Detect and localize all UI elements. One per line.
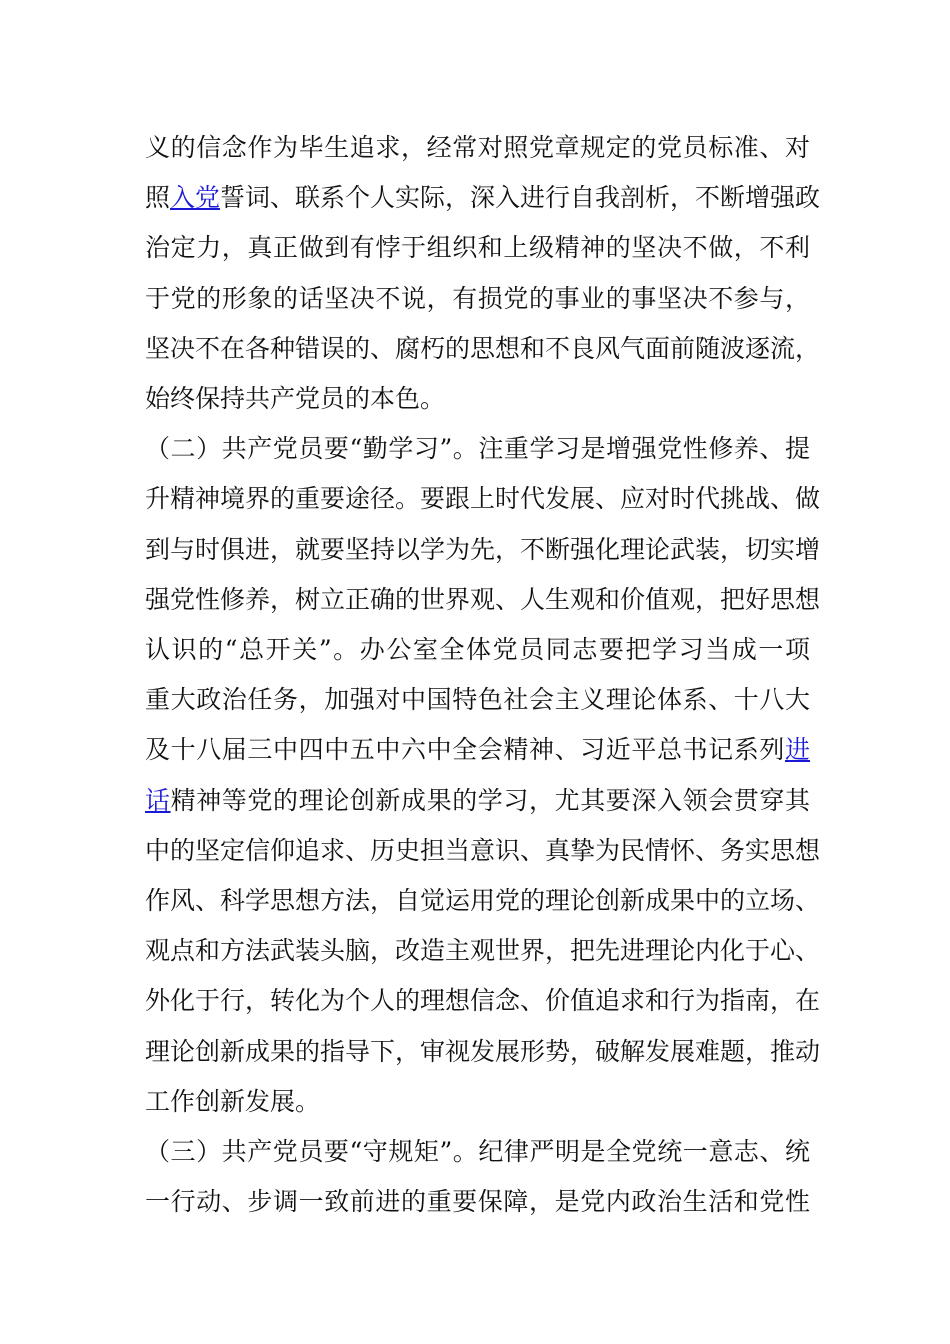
text-line: 工作创新发展。 xyxy=(145,1086,321,1116)
text-line: 外化于行，转化为个人的理想信念、价值追求和行为指南，在 xyxy=(145,986,821,1016)
text-line: 义的信念作为毕生追求，经常对照党章规定的党员标准、对 xyxy=(145,133,810,162)
text-line: 一行动、步调一致前进的重要保障，是党内政治生活和党性 xyxy=(145,1187,810,1217)
text-line: 始终保持共产党员的本色。 xyxy=(145,384,446,413)
text-line: 作风、科学思想方法，自觉运用党的理论创新成果中的立场、 xyxy=(145,886,821,915)
text-segment: 照 xyxy=(145,183,171,213)
text-segment: 精神等党的理论创新成果的学习，尤其要深入领会贯穿其 xyxy=(170,785,810,815)
text-line xyxy=(145,181,821,215)
text-line xyxy=(145,733,810,767)
text-line xyxy=(145,784,810,818)
text-line: 观点和方法武装头脑，改造主观世界，把先进理论内化于心、 xyxy=(145,936,821,966)
text-line: （二）共产党员要“勤学习”。注重学习是增强党性修养、提 xyxy=(145,434,810,464)
text-line: 强党性修养，树立正确的世界观、人生观和价值观，把好思想 xyxy=(145,584,821,614)
hyperlink[interactable]: 进 xyxy=(784,735,810,765)
text-line: 坚决不在各种错误的、腐朽的思想和不良风气面前随波逐流， xyxy=(145,333,821,363)
text-line: 重大政治任务，加强对中国特色社会主义理论体系、十八大 xyxy=(145,685,810,715)
text-line: 认识的“总开关”。办公室全体党员同志要把学习当成一项 xyxy=(145,635,810,664)
text-line: 中的坚定信仰追求、历史担当意识、真挚为民情怀、务实思想 xyxy=(145,835,821,865)
hyperlink[interactable]: 入党 xyxy=(170,183,221,213)
text-line: 到与时俱进，就要坚持以学为先，不断强化理论武装，切实增 xyxy=(145,534,821,564)
text-line: 升精神境界的重要途径。要跟上时代发展、应对时代挑战、做 xyxy=(145,484,821,514)
text-segment: 誓词、联系个人实际，深入进行自我剖析，不断增强政 xyxy=(220,183,821,213)
text-line: 理论创新成果的指导下，审视发展形势，破解发展难题，推动 xyxy=(145,1036,821,1066)
text-line: 于党的形象的话坚决不说，有损党的事业的事坚决不参与， xyxy=(145,283,810,313)
text-line: （三）共产党员要“守规矩”。纪律严明是全党统一意志、统 xyxy=(145,1137,810,1166)
text-segment: 及十八届三中四中五中六中全会精神、习近平总书记系列 xyxy=(145,735,785,765)
hyperlink[interactable]: 话 xyxy=(145,785,171,815)
text-line: 治定力，真正做到有悖于组织和上级精神的坚决不做，不利 xyxy=(145,233,810,263)
